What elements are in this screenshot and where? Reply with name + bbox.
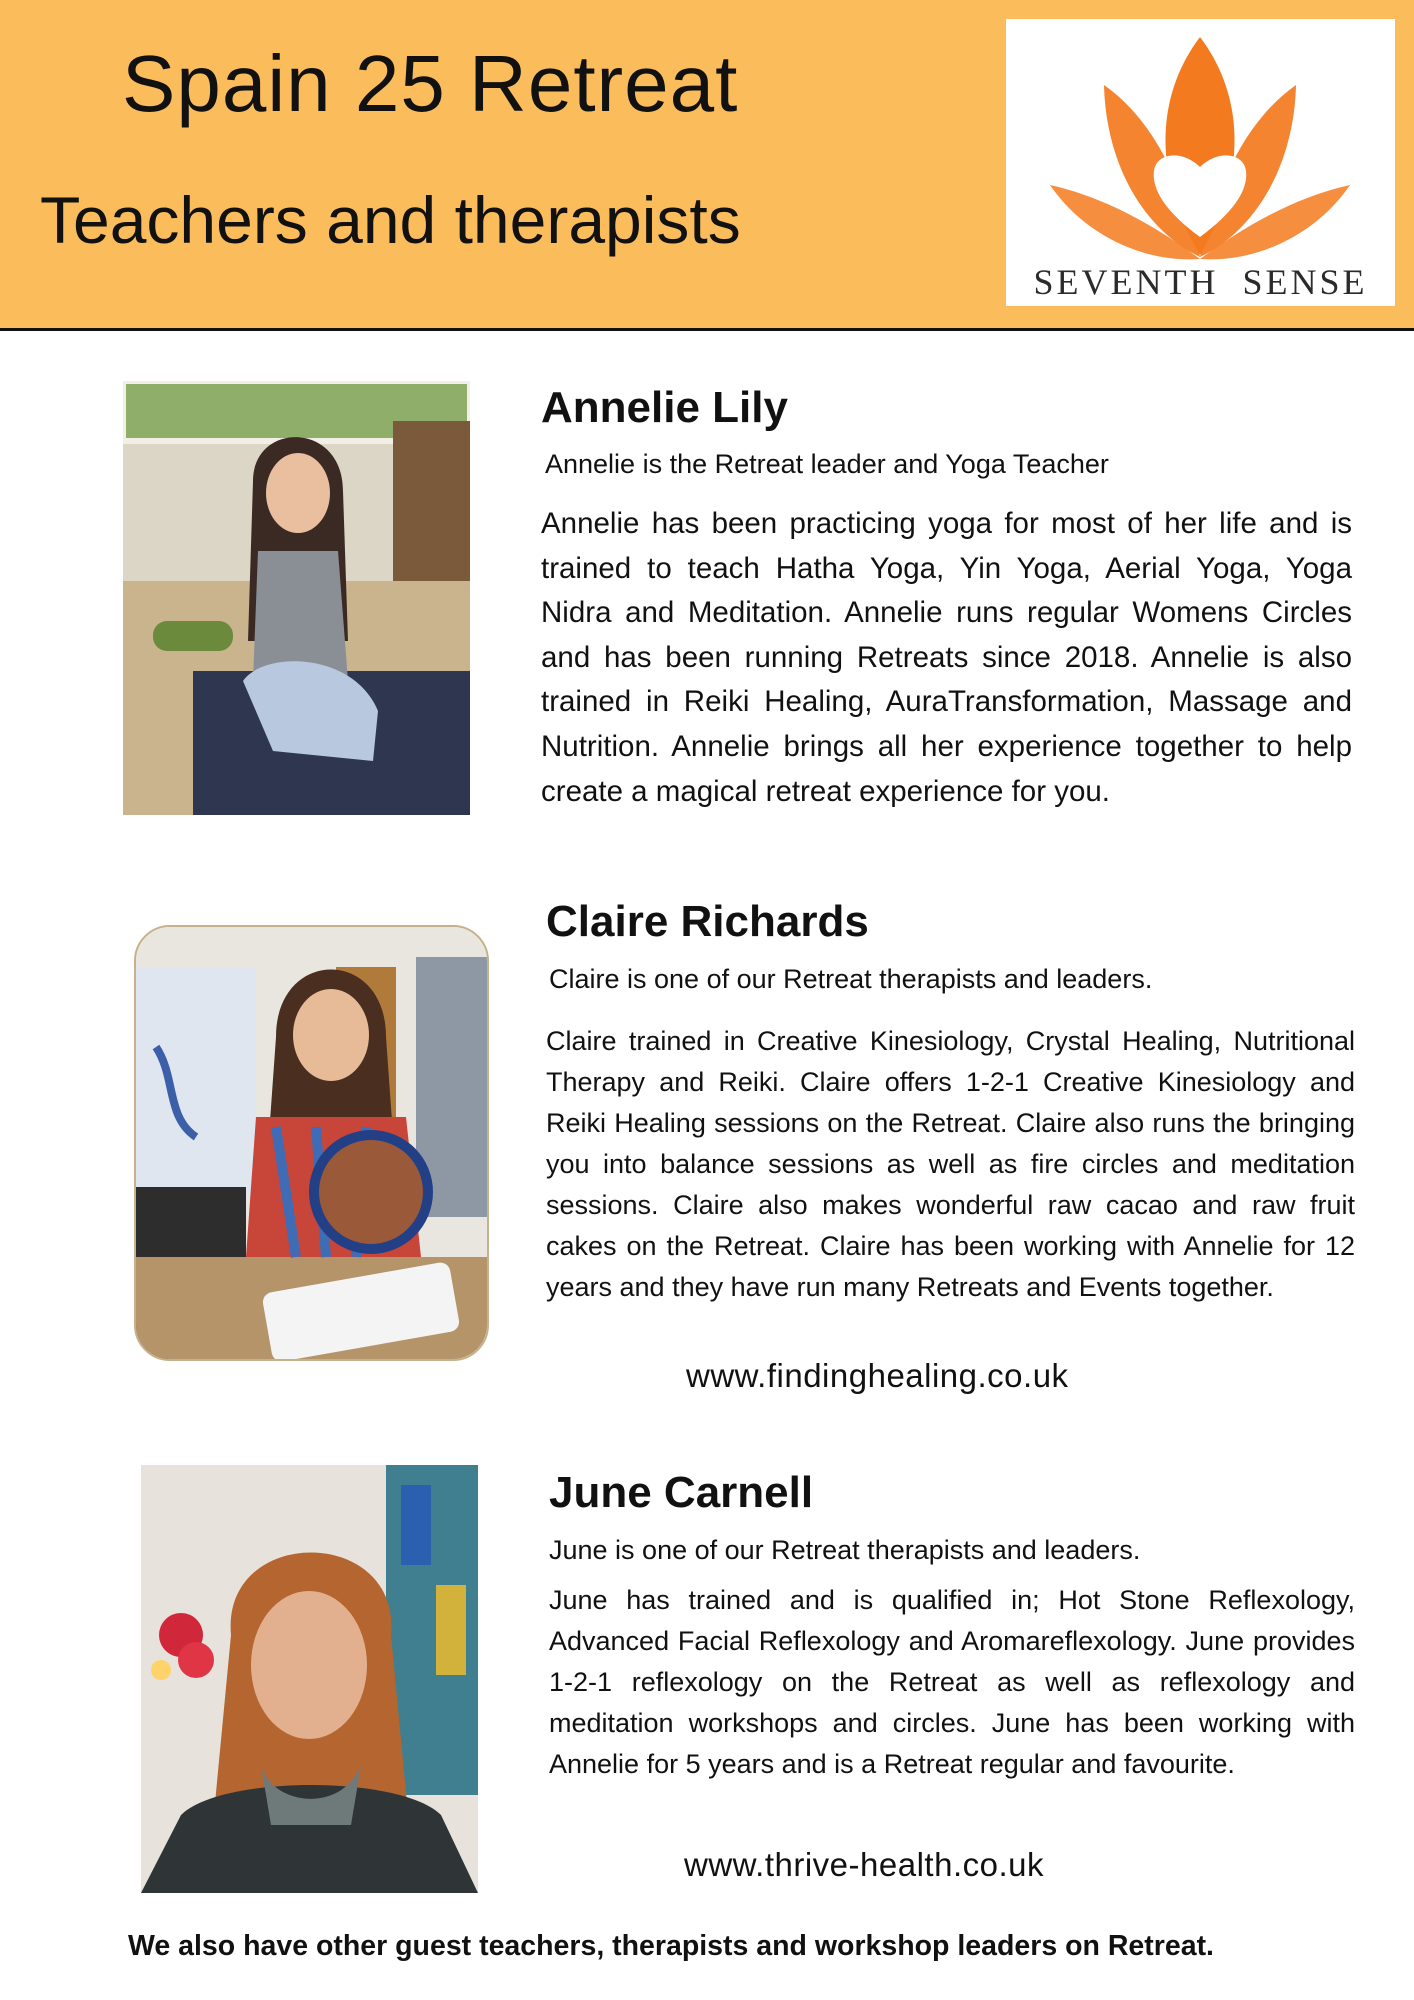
teacher-name-june: June Carnell [549,1468,814,1517]
june-website-link[interactable]: www.thrive-health.co.uk [684,1846,1044,1883]
teacher-bio-june: June has trained and is qualified in; Hot Stone Reflexology, Advanced Facial Reflexology and Aromareflexology. June provides 1-2-1 reflexology on the Retreat as well as reflexology and meditation workshops and circles. June has been working with Annelie for 5 years and is a Retreat regular and favourite. [549,1585,1355,1779]
june-photo [141,1465,478,1893]
annelie-photo [123,381,470,815]
teacher-name-claire: Claire Richards [546,897,869,946]
teacher-role-annelie: Annelie is the Retreat leader and Yoga Teacher [545,449,1109,479]
lotus-heart-icon [1044,25,1357,265]
logo-text: SEVENTH SENSE [1033,262,1368,302]
teacher-bio-annelie: Annelie has been practicing yoga for most of her life and is trained to teach Hatha Yoga, Yin Yoga, Aerial Yoga, Yoga Nidra and Meditation. Annelie runs regular Womens Circles and has been running Retreats since 2018. Annelie is also trained in Reiki Healing, AuraTransformation, Massage and Nutrition. Annelie brings all her experience together to help create a magical retreat experience for you. [541,507,1352,808]
page-title: Spain 25 Retreat [122,39,739,128]
logo [1006,19,1395,306]
header-banner [0,0,1414,331]
claire-photo [134,925,489,1361]
claire-website-link[interactable]: www.findinghealing.co.uk [686,1357,1069,1394]
footer-note: We also have other guest teachers, therapists and workshop leaders on Retreat. [128,1930,1214,1962]
page-subtitle: Teachers and therapists [40,183,741,257]
teacher-bio-claire: Claire trained in Creative Kinesiology, Crystal Healing, Nutritional Therapy and Reiki. Claire offers 1-2-1 Creative Kinesiology and Reiki Healing sessions on the Retreat. Claire also runs the bringing you into balance sessions as well as fire circles and meditation sessions. Claire also makes wonderful raw cacao and raw fruit cakes on the Retreat. Claire has been working with Annelie for 12 years and they have run many Retreats and Events together. [546,1026,1355,1302]
teacher-role-claire: Claire is one of our Retreat therapists and leaders. [549,964,1153,994]
teacher-name-annelie: Annelie Lily [541,383,788,432]
teacher-role-june: June is one of our Retreat therapists and leaders. [549,1535,1141,1565]
